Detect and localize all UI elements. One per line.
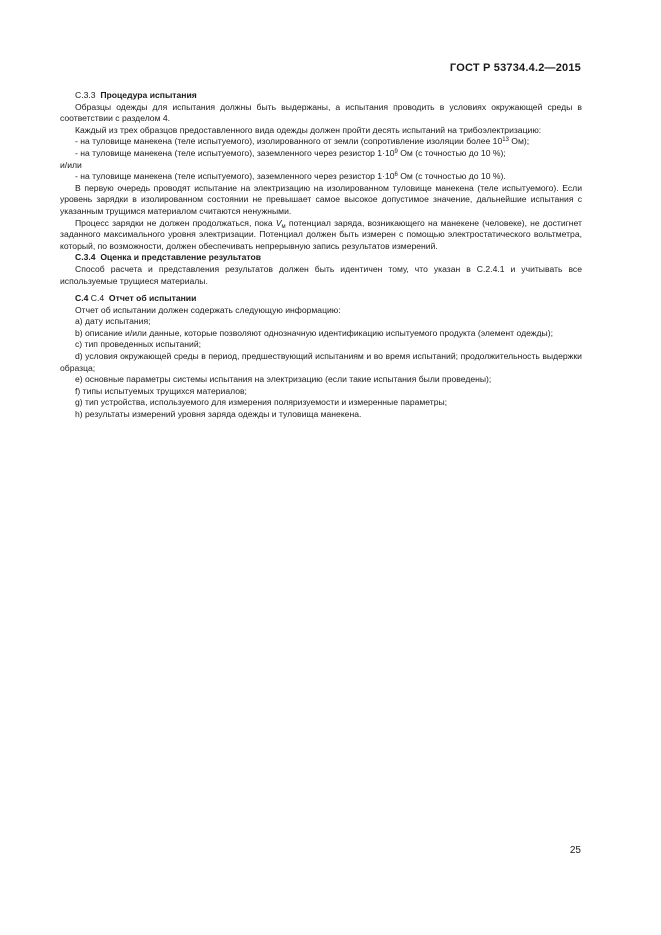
list-item-text: - на туловище манекена (теле испытуемого), заземленного через резистор 1·10 [75, 147, 395, 158]
list-item-d: d) условия окружающей среды в период, предшествующий испытаниям и во время испытаний; продолжительность выдержки образца; [60, 351, 582, 373]
paragraph: Каждый из трех образцов предоставленного вида одежды должен пройти десять испытаний на трибоэлектризацию: [75, 124, 542, 135]
paragraph-text: Процесс зарядки не должен продолжаться, пока [75, 217, 276, 228]
section-number-repeat: С.4 [90, 293, 105, 304]
exponent: 9 [394, 148, 398, 155]
exponent: 13 [502, 137, 509, 144]
section-title: Процедура испытания [100, 90, 197, 100]
document-body [60, 90, 582, 421]
section-heading-c4 [60, 293, 582, 305]
list-item-f: f) типы испытуемых трущихся материалов; [75, 385, 247, 396]
paragraph-text: потенциал заряда, возникающего на манекене (человеке), не достигнет заданного максимального уровня электризации. Потенциал должен быть измерен с помощью электростатического вольтметра, который, по возможности, должен обеспечивать непрерывную запись результатов измерений. [60, 217, 582, 251]
list-item-g: g) тип устройства, используемого для измерения поляризуемости и измеренные параметры; [75, 397, 448, 408]
section-number: С.3.4 [75, 252, 96, 263]
subscript: м [281, 223, 286, 230]
list-item-e: e) основные параметры системы испытания на электризацию (если такие испытания были проведены); [75, 374, 492, 385]
section-heading-c33 [60, 90, 582, 102]
section-number: С.3.3 [75, 90, 96, 100]
list-item-text: - на туловище манекена (теле испытуемого), заземленного через резистор 1·10 [75, 171, 395, 182]
paragraph [60, 218, 582, 253]
paragraph: В первую очередь проводят испытание на электризацию на изолированном туловище манекена (теле испытуемого). Если уровень зарядки в изолированном состоянии не превышает самое высокое допустимое значение, дальнейшие испытания с указанным трущимся материалом считаются ненужными. [60, 182, 582, 216]
list-item-text: Ом); [508, 136, 530, 147]
list-item [60, 171, 582, 183]
list-item-c: c) тип проведенных испытаний; [75, 339, 202, 350]
section-number: С.4 [75, 293, 89, 304]
document-id-header: ГОСТ Р 53734.4.2—2015 [449, 62, 581, 74]
list-item-text: Ом (с точностью до 10 %); [397, 147, 506, 158]
list-item-b: b) описание и/или данные, которые позволяют однозначную идентификацию испытуемого продукта (элемент одежды); [75, 327, 553, 338]
list-item-text: - на туловище манекена (теле испытуемого), изолированного от земли (сопротивление изоляции более 10 [75, 136, 503, 147]
section-title: Отчет об испытании [108, 293, 197, 304]
paragraph: Отчет об испытании должен содержать следующую информацию: [75, 304, 341, 315]
exponent: 6 [394, 172, 398, 179]
list-item-a: a) дату испытания; [75, 316, 151, 327]
list-item-text: Ом (с точностью до 10 %). [397, 171, 506, 182]
section-title: Оценка и представление результатов [100, 252, 262, 263]
page-number: 25 [569, 845, 581, 856]
paragraph: Образцы одежды для испытания должны быть выдержаны, а испытания проводить в условиях окружающей среды в соответствии с разделом 4. [60, 101, 582, 124]
list-item [60, 148, 582, 160]
conjunction: и/или [60, 159, 82, 170]
variable: V [275, 217, 282, 228]
list-item-h: h) результаты измерений уровня заряда одежды и туловища манекена. [75, 409, 362, 420]
paragraph: Способ расчета и представления результатов должен быть идентичен тому, что указан в С.2.4.1 и учитывать все используемые трущиеся материалы. [60, 263, 582, 286]
list-item [60, 136, 582, 148]
section-heading-c34 [60, 252, 582, 264]
